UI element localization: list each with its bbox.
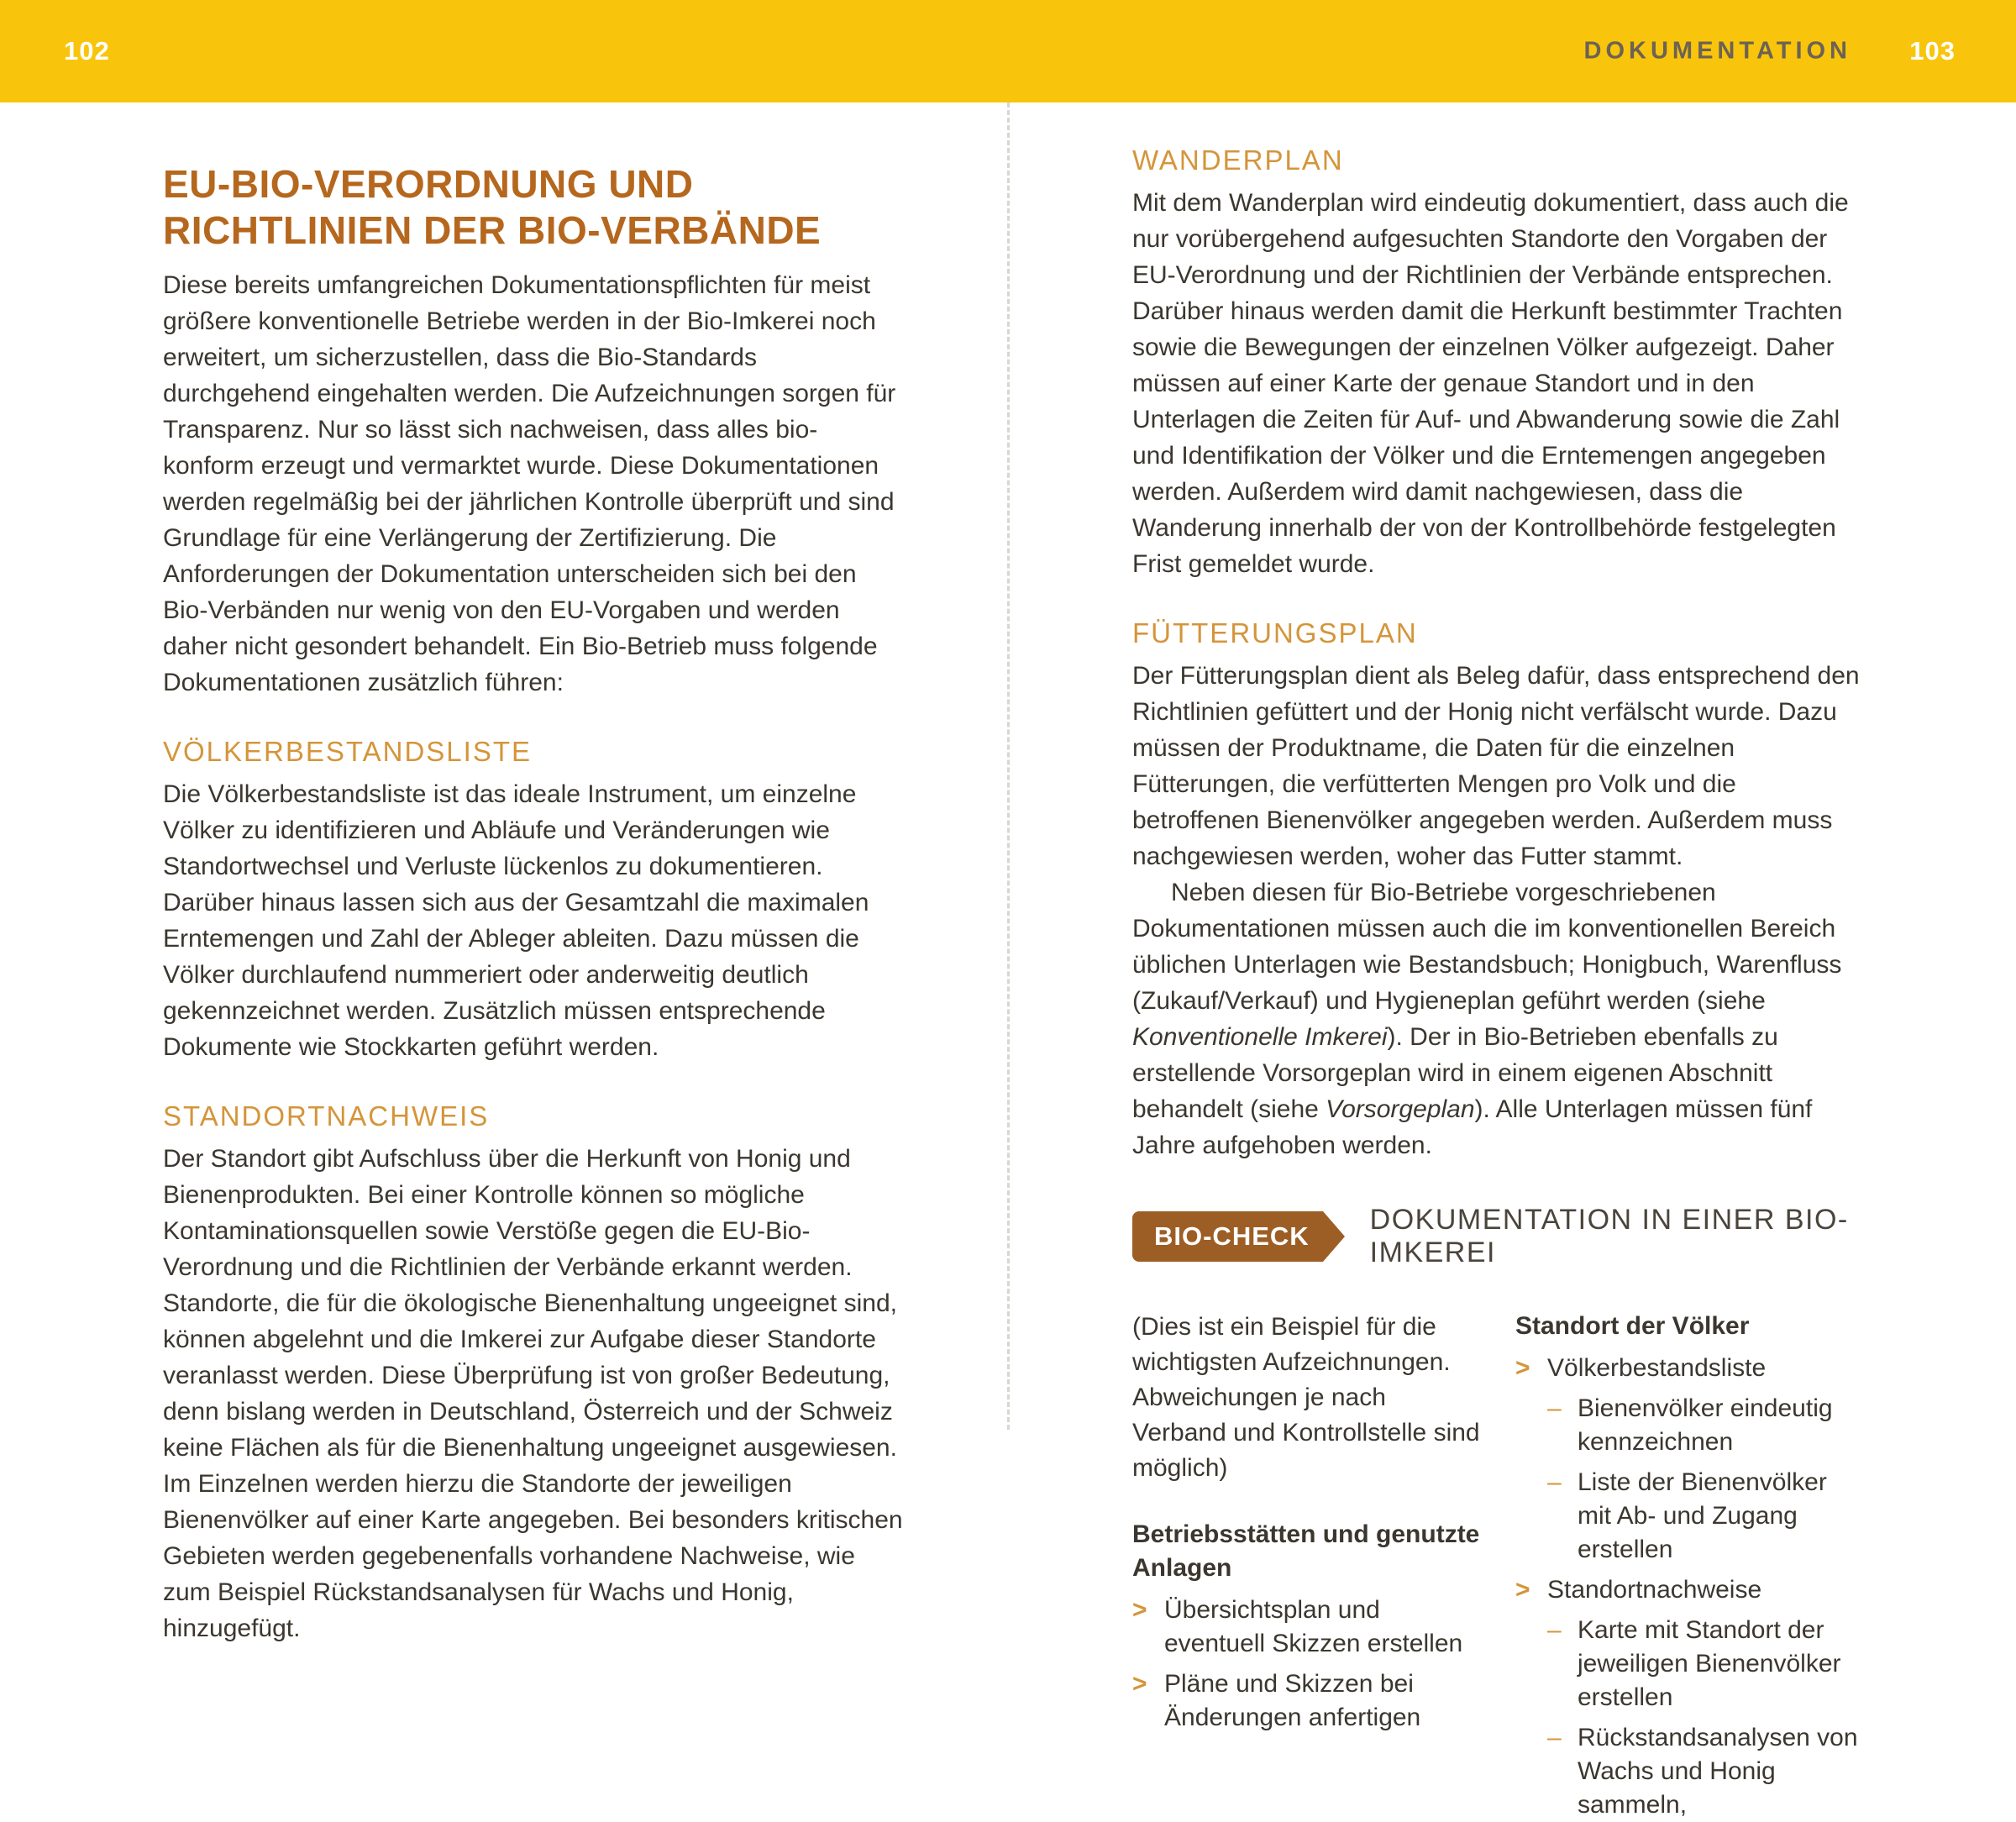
dash-marker: – [1547,1468,1562,1496]
checklist-column-left [1132,1310,1480,1822]
list-item-text: Übersichtsplan und eventuell Skizzen erstellen [1164,1596,1463,1657]
section-body-standortnachweis: Der Standort gibt Aufschluss über die Herkunft von Honig und Bienenprodukten. Bei einer Kontrolle können so mögliche Kontaminationsquellen sowie Verstöße gegen die EU-Bio-Verordnung und die Richtlinien der Verbände erkannt werden. Standorte, die für die ökologische Bienenhaltung ungeeignet sind, können abgelehnt und die Imkerei zur Aufgabe dieser Standorte veranlasst werden. Diese Überprüfung ist von großer Bedeutung, denn bislang werden in Deutschland, Österreich und der Schweiz keine Flächen als für die Bienenhaltung ungeeignet ausgewiesen. Im Einzelnen werden hierzu die Standorte der jeweiligen Bienenvölker auf einer Karte angegeben. Bei besonders kritischen Gebieten werden gegebenenfalls vorhandene Nachweise, wie zum Beispiel Rückstandsanalysen für Wachs und Honig, hinzugefügt. [163,1145,903,1642]
list-subitem-text: Rückstandsanalysen von Wachs und Honig sammeln, [1578,1724,1858,1819]
list-item-text: Pläne und Skizzen bei Änderungen anfertigen [1164,1670,1421,1731]
list-subitem [1547,1466,1863,1567]
dash-marker: – [1547,1616,1562,1644]
section-body-voelkerbestandsliste: Die Völkerbestandsliste ist das ideale Instrument, um einzelne Völker zu identifizieren und Abläufe und Veränderungen wie Standortwechsel und Verluste lückenlos zu dokumentieren. Darüber hinaus lassen sich aus der Gesamtzahl die maximalen Erntemengen und Zahl der Ableger ableiten. Dazu müssen die Völker durchlaufend nummeriert oder anderweitig deutlich gekennzeichnet werden. Zusätzlich müssen entsprechende Dokumente wie Stockkarten geführt werden. [163,780,869,1061]
right-page [1132,102,1863,1822]
arrow-marker: > [1132,1596,1147,1624]
paragraph2-italic1: Konventionelle Imkerei [1132,1023,1388,1051]
dash-marker: – [1547,1394,1562,1422]
bio-check-badge-label: BIO-CHECK [1154,1221,1310,1251]
list-subitem-text: Bienenvölker eindeutig kennzeichnen [1578,1394,1833,1456]
list-subitem [1547,1614,1863,1714]
paragraph2-part2: ). Der in Bio-Betrieben ebenfalls zu erstellende Vorsorgeplan wird in einem eigenen Abschnitt behandelt (siehe [1132,1023,1778,1123]
checklist-note: (Dies ist ein Beispiel für die wichtigsten Aufzeichnungen. Abweichungen je nach Verband und Kontrollstelle sind möglich) [1132,1313,1480,1482]
checklist-heading-standort: Standort der Völker [1515,1312,1750,1340]
list-subitem [1547,1392,1863,1459]
section-heading-wanderplan: WANDERPLAN [1132,144,1344,176]
list-item [1515,1352,1863,1385]
article-title: EU-BIO-VERORDNUNG UND RICHTLINIEN DER BIO-VERBÄNDE [163,162,822,252]
paragraph2-italic2: Vorsorgeplan [1326,1095,1475,1123]
page-divider [1007,102,1010,1430]
section-heading-voelkerbestandsliste: VÖLKERBESTANDSLISTE [163,736,533,767]
list-item [1515,1573,1863,1607]
arrow-marker: > [1515,1354,1530,1382]
list-item-text: Standortnachweise [1547,1576,1762,1604]
fuetterungsplan-paragraph-2 [1132,874,1863,1163]
bio-check-section [1132,1204,1863,1822]
checklist-column-right [1515,1310,1863,1822]
arrow-marker: > [1132,1670,1147,1698]
section-heading-standortnachweis: STANDORTNACHWEIS [163,1100,490,1132]
paragraph2-part3: ). Alle Unterlagen müssen fünf Jahre aufgehoben werden. [1132,1095,1813,1159]
header-band [0,0,2016,102]
bio-check-badge [1132,1211,1323,1262]
bio-check-title: DOKUMENTATION IN EINER BIO-IMKEREI [1369,1204,1849,1268]
list-subitem-text: Karte mit Standort der jeweiligen Bienenvölker erstellen [1578,1616,1841,1711]
chapter-label: DOKUMENTATION [1583,37,1851,65]
section-body-fuetterungsplan: Der Fütterungsplan dient als Beleg dafür, dass entsprechend den Richtlinien gefüttert und der Honig nicht verfälscht wurde. Dazu müssen der Produktname, die Daten für die einzelnen Fütterungen, die verfütterten Mengen pro Volk und die betroffenen Bienenvölker angegeben werden. Außerdem muss nachgewiesen werden, woher das Futter stammt. [1132,662,1860,870]
list-subitem-text: Liste der Bienenvölker mit Ab- und Zugang erstellen [1578,1468,1827,1563]
section-body-wanderplan: Mit dem Wanderplan wird eindeutig dokumentiert, dass auch die nur vorübergehend aufgesuchten Standorte den Vorgaben der EU-Verordnung und der Richtlinien der Verbände entsprechen. Darüber hinaus werden damit die Herkunft bestimmter Trachten sowie die Bewegungen der einzelnen Völker aufgezeigt. Daher müssen auf einer Karte der genaue Standort und in den Unterlagen die Zeiten für Auf- und Abwanderung sowie die Zahl und Identifikation der Völker und die Erntemengen angegeben werden. Außerdem wird damit nachgewiesen, dass die Wanderung innerhalb der von der Kontrollbehörde festgelegten Frist gemeldet wurde. [1132,189,1849,578]
list-item-text: Völkerbestandsliste [1547,1354,1767,1382]
list-item [1132,1667,1480,1735]
checklist-heading-betriebsstaetten: Betriebsstätten und genutzte Anlagen [1132,1520,1480,1582]
bio-check-header [1132,1204,1863,1269]
right-page-number: 103 [1909,36,1956,66]
section-heading-fuetterungsplan: FÜTTERUNGSPLAN [1132,617,1418,648]
intro-paragraph: Diese bereits umfangreichen Dokumentationspflichten für meist größere konventionelle Betriebe werden in der Bio-Imkerei noch erweitert, um sicherzustellen, dass die Bio-Standards durchgehend eingehalten werden. Die Aufzeichnungen sorgen für Transparenz. Nur so lässt sich nachweisen, dass alles bio-konform erzeugt und vermarktet wurde. Diese Dokumentationen werden regelmäßig bei der jährlichen Kontrolle überprüft und sind Grundlage für eine Verlängerung der Zertifizierung. Die Anforderungen der Dokumentation unterscheiden sich bei den Bio-Verbänden nur wenig von den EU-Vorgaben und werden daher nicht gesondert behandelt. Ein Bio-Betrieb muss folgende Dokumentationen zusätzlich führen: [163,271,896,696]
list-item [1132,1594,1480,1661]
list-subitem [1547,1721,1863,1822]
left-page-number: 102 [64,36,110,66]
paragraph2-part1: Neben diesen für Bio-Betriebe vorgeschriebenen Dokumentationen müssen auch die im konventionellen Bereich üblichen Unterlagen wie Bestandsbuch; Honigbuch, Warenfluss (Zukauf/Verkauf) und Hygieneplan geführt werden (siehe [1132,879,1842,1015]
arrow-marker: > [1515,1576,1530,1604]
dash-marker: – [1547,1724,1562,1751]
left-page [163,102,904,1646]
bio-check-columns [1132,1310,1863,1822]
